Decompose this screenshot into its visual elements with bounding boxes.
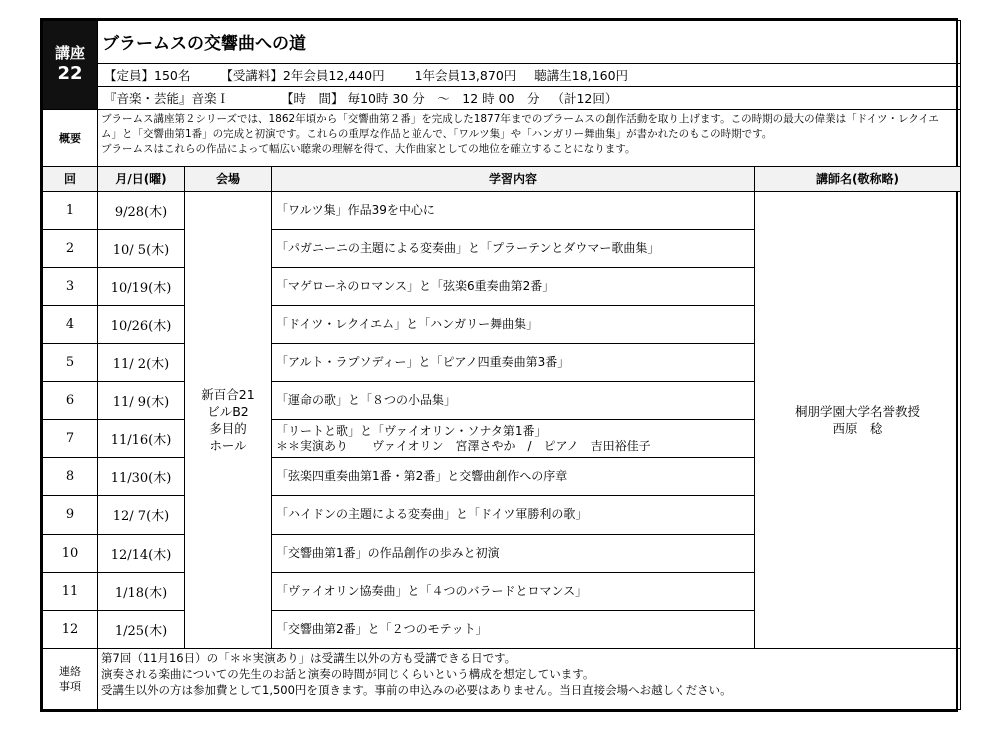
session-topic: 「ヴァイオリン協奏曲」と「４つのバラードとロマンス」 <box>276 583 588 598</box>
session-number: 4 <box>43 305 98 343</box>
session-date: 12/ 7(木) <box>98 496 185 534</box>
time-value: 毎10時 30 分 ～ 12 時 00 分 <box>347 91 540 107</box>
fee-row <box>98 63 961 86</box>
fee-1yr: 1年会員13,870円 <box>414 67 517 83</box>
session-number: 8 <box>43 458 98 496</box>
session-topic: 「パガニーニの主題による変奏曲」と「プラーテンとダウマー歌曲集」 <box>276 240 660 255</box>
course-sheet <box>40 18 958 712</box>
session-topic: 「交響曲第1番」の作品創作の歩みと初演 <box>276 545 500 560</box>
session-number: 7 <box>43 420 98 458</box>
venue-line: 新百合21 <box>201 386 255 402</box>
session-topic: 「交響曲第2番」と「２つのモテット」 <box>276 621 488 636</box>
session-content <box>272 534 755 572</box>
lecture-number: 22 <box>57 63 83 85</box>
course-title: ブラームスの交響曲への道 <box>98 21 961 64</box>
session-topic: 「ハイドンの主題による変奏曲」と「ドイツ軍勝利の歌」 <box>276 507 588 522</box>
session-number: 3 <box>43 267 98 305</box>
summary-line: ブラームス講座第２シリーズでは、1862年頃から「交響曲第２番」を完成した1877年までのブラームスの創作活動を取り上げます。この時期の最大の偉業は「ドイツ・レクイエ <box>101 113 939 126</box>
session-date: 11/ 2(木) <box>98 344 185 382</box>
session-content <box>272 382 755 420</box>
session-date: 12/14(木) <box>98 534 185 572</box>
fee-label: 【受講料】 <box>220 67 283 83</box>
header-num: 回 <box>43 167 98 191</box>
course-table <box>42 20 961 710</box>
session-number: 11 <box>43 572 98 610</box>
session-topic: 「マゲローネのロマンス」と「弦楽6重奏曲第2番」 <box>276 278 555 293</box>
venue-cell <box>185 191 272 648</box>
notes-line: 受講生以外の方は参加費として1,500円を頂きます。事前の申込みの必要はありません。当日直接会場へお越しください。 <box>101 682 732 697</box>
session-content <box>272 191 755 229</box>
capacity: 【定員】150名 <box>104 67 191 83</box>
session-topic: 「ワルツ集」作品39を中心に <box>276 202 435 217</box>
summary-line: ブラームスはこれらの作品によって幅広い聴衆の理解を得て、大作曲家としての地位を確立することになります。 <box>101 143 636 156</box>
notes-line: 演奏される楽曲についての先生のお話と演奏の時間が同じくらいという構成を想定しています。 <box>101 666 595 681</box>
session-count: （計12回） <box>551 91 618 107</box>
session-topic: 「運命の歌」と「８つの小品集」 <box>276 393 457 408</box>
notes-label <box>43 648 98 709</box>
header-date: 月/日(曜) <box>98 167 185 191</box>
instructor-line: 桐朋学園大学名誉教授 <box>794 403 920 419</box>
instructor-cell <box>755 191 961 648</box>
venue-line: ビルB2 <box>207 403 249 419</box>
lecture-badge <box>43 21 98 110</box>
time-label: 【時 間】 <box>281 91 344 107</box>
session-date: 10/19(木) <box>98 267 185 305</box>
session-content <box>272 420 755 458</box>
summary-text <box>98 110 961 167</box>
session-topic: 「ドイツ・レクイエム」と「ハンガリー舞曲集」 <box>276 317 539 331</box>
session-date: 1/18(木) <box>98 572 185 610</box>
session-topic: 「アルト・ラプソディー」と「ピアノ四重奏曲第3番」 <box>276 355 570 370</box>
session-content <box>272 305 755 343</box>
session-date: 11/ 9(木) <box>98 382 185 420</box>
session-content <box>272 496 755 534</box>
session-topic: 「リートと歌」と「ヴァイオリン・ソナタ第1番」 <box>276 423 547 438</box>
session-date: 10/ 5(木) <box>98 229 185 267</box>
header-venue: 会場 <box>185 167 272 191</box>
table-header <box>43 167 961 191</box>
venue-line: 多目的 <box>209 420 247 436</box>
session-date: 11/16(木) <box>98 420 185 458</box>
session-date: 10/26(木) <box>98 305 185 343</box>
session-date: 11/30(木) <box>98 458 185 496</box>
session-number: 12 <box>43 610 98 648</box>
session-number: 2 <box>43 229 98 267</box>
session-topic: 「弦楽四重奏曲第1番・第2番」と交響曲創作への序章 <box>276 469 568 484</box>
header-content: 学習内容 <box>272 167 755 191</box>
session-date: 9/28(木) <box>98 191 185 229</box>
schedule-row <box>98 87 961 110</box>
notes-label-line: 事項 <box>59 679 81 693</box>
notes-line: 第7回（11月16日）の「＊＊実演あり」は受講生以外の方も受講できる日です。 <box>101 650 517 665</box>
session-number: 6 <box>43 382 98 420</box>
table-row <box>43 191 961 229</box>
notes-label-line: 連絡 <box>59 664 81 678</box>
summary-line: ム」と「交響曲第1番」の完成と初演です。これらの重厚な作品と並んで、「ワルツ集」や「ハンガリー舞曲集」が書かれたのもこの時期です。 <box>101 128 773 141</box>
notes-text <box>98 648 961 709</box>
session-content <box>272 610 755 648</box>
instructor-line: 西原 稔 <box>832 420 883 436</box>
session-content <box>272 344 755 382</box>
session-content <box>272 267 755 305</box>
session-content <box>272 458 755 496</box>
summary-label: 概要 <box>43 110 98 167</box>
fee-2yr: 2年会員12,440円 <box>282 67 385 83</box>
session-number: 5 <box>43 344 98 382</box>
session-note: ＊＊実演あり ヴァイオリン 宮澤さやか / ピアノ 吉田裕佳子 <box>276 438 651 453</box>
lecture-label: 講座 <box>54 44 85 63</box>
session-number: 9 <box>43 496 98 534</box>
session-content <box>272 229 755 267</box>
session-number: 1 <box>43 191 98 229</box>
session-content <box>272 572 755 610</box>
session-number: 10 <box>43 534 98 572</box>
venue-line: ホール <box>209 437 247 453</box>
category: 『音楽・芸能』音楽Ｉ <box>104 91 230 107</box>
session-date: 1/25(木) <box>98 610 185 648</box>
fee-auditor: 聴講生18,160円 <box>534 67 629 83</box>
header-instructor: 講師名(敬称略) <box>755 167 961 191</box>
